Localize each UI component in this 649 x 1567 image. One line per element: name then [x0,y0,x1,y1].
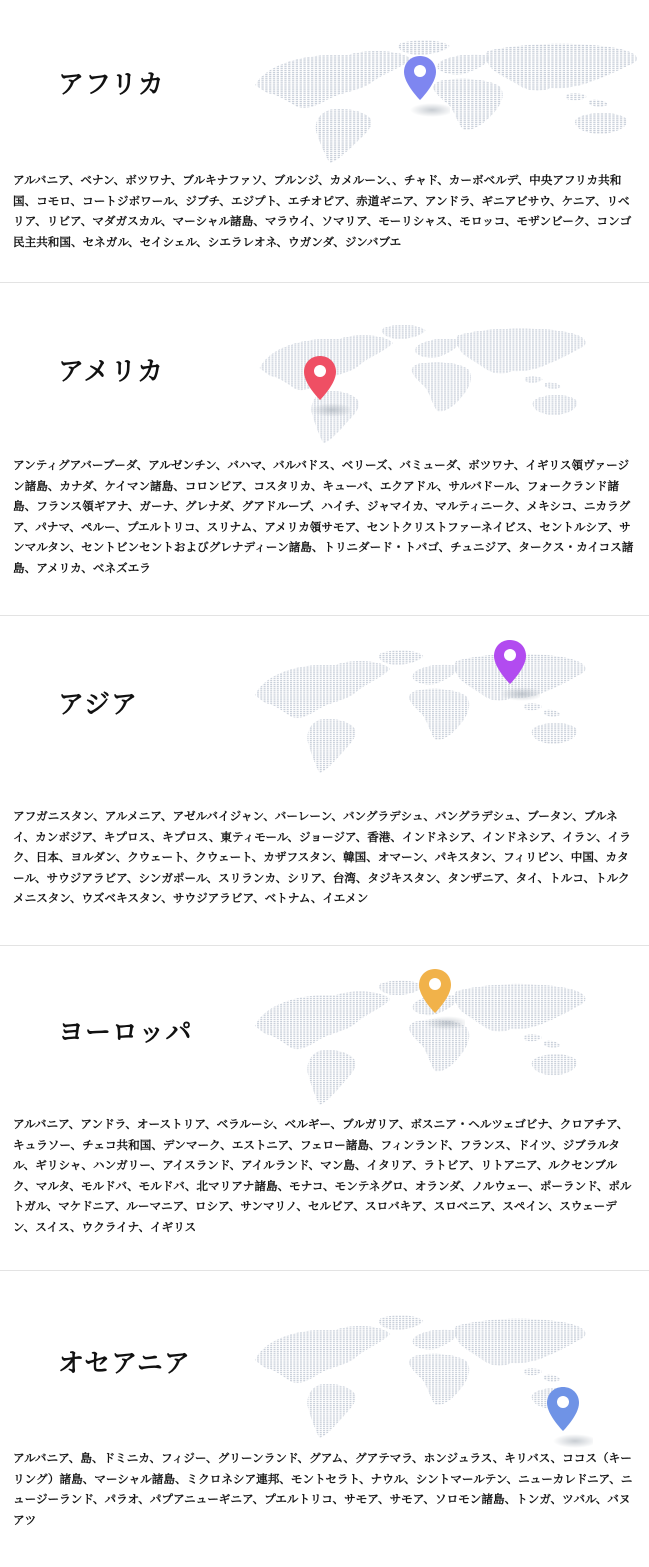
country-list: アンティグアバーブーダ、アルゼンチン、バハマ、バルバドス、ベリーズ、バミューダ、ボツワナ、イギリス領ヴァージン諸島、カナダ、ケイマン諸島、コロンビア、コスタリカ、キューバ、エクアドル、サルバドール、フォークランド諸島、フランス領ギアナ、ガーナ、グレナダ、グアドループ、ハイチ、ジャマイカ、マルティニーク、メキシコ、ニカラグア、パナマ、ペルー、プエルトリコ、スリナム、アメリカ領サモア、セントクリストファーネイビス、セントルシア、サンマルタン、セントビンセントおよびグレナディーン諸島、トリニダード・トバゴ、チュニジア、タークス・カイコス諸島、アメリカ、ベネズエラ [13,458,634,575]
location-pin-icon [480,634,540,704]
location-pin-icon [405,963,465,1033]
country-list: アルバニア、ベナン、ボツワナ、ブルキナファソ、ブルンジ、カメルーン、、チャド、カーボベルデ、中央アフリカ共和国、コモロ、コートジボワール、ジブチ、エジプト、エチオピア、赤道ギニア、アンドラ、ギニアビサウ、ケニア、リベリア、リビア、マダガスカル、マーシャル諸島、マラウイ、ソマリア、モーリシャス、モロッコ、モザンビーク、コンゴ民主共和国、セネガル、セイシェル、シエラレオネ、ウガンダ、ジンバブエ [13,173,632,249]
country-list: アフガニスタン、アルメニア、アゼルバイジャン、バーレーン、バングラデシュ、バングラデシュ、ブータン、ブルネイ、カンボジア、キプロス、キプロス、東ティモール、ジョージア、香港、インドネシア、インドネシア、イラン、イラク、日本、ヨルダン、クウェート、クウェート、カザフスタン、韓国、オマーン、パキスタン、フィリピン、中国、カタール、サウジアラビア、シンガポール、スリランカ、シリア、台湾、タジキスタン、タンザニア、タイ、トルコ、トルクメニスタン、ウズベキスタン、サウジアラビア、ベトナム、イエメン [13,809,631,905]
country-list: アルバニア、島、ドミニカ、フィジー、グリーンランド、グアム、グアテマラ、ホンジュラス、キリバス、ココス（キーリング）諸島、マーシャル諸島、ミクロネシア連邦、モントセラト、ナウル、シントマールテン、ニューカレドニア、ニュージーランド、パラオ、パプアニューギニア、プエルトリコ、サモア、サモア、ソロモン諸島、トンガ、ツバル、バヌアツ [13,1451,633,1527]
region-section-oceania [0,1271,649,1567]
region-section-america [0,283,649,616]
location-pin-icon [390,50,450,120]
region-section-africa [0,0,649,283]
region-title: オセアニア [58,1349,191,1379]
location-pin-icon [533,1381,593,1451]
region-title: アジア [58,690,138,720]
location-pin-icon [290,350,350,420]
region-title: ヨーロッパ [58,1018,193,1048]
region-section-europe [0,946,649,1271]
country-list: アルバニア、アンドラ、オーストリア、ベラルーシ、ベルギー、ブルガリア、ボスニア・ヘルツェゴビナ、クロアチア、キュラソー、チェコ共和国、デンマーク、エストニア、フェロー諸島、フィンランド、フランス、ドイツ、ジブラルタル、ギリシャ、ハンガリー、アイスランド、アイルランド、マン島、イタリア、ラトビア、リトアニア、ルクセンブルク、マルタ、モルドバ、モルドバ、北マリアナ諸島、モナコ、モンテネグロ、オランダ、ノルウェー、ポーランド、ポルトガル、マケドニア、ルーマニア、ロシア、サンマリノ、セルビア、スロバキア、スロベニア、スペイン、スウェーデン、スイス、ウクライナ、イギリス [13,1117,632,1234]
region-title: アフリカ [58,70,165,100]
region-section-asia [0,616,649,946]
region-title: アメリカ [58,357,165,387]
world-map-image [240,638,595,778]
